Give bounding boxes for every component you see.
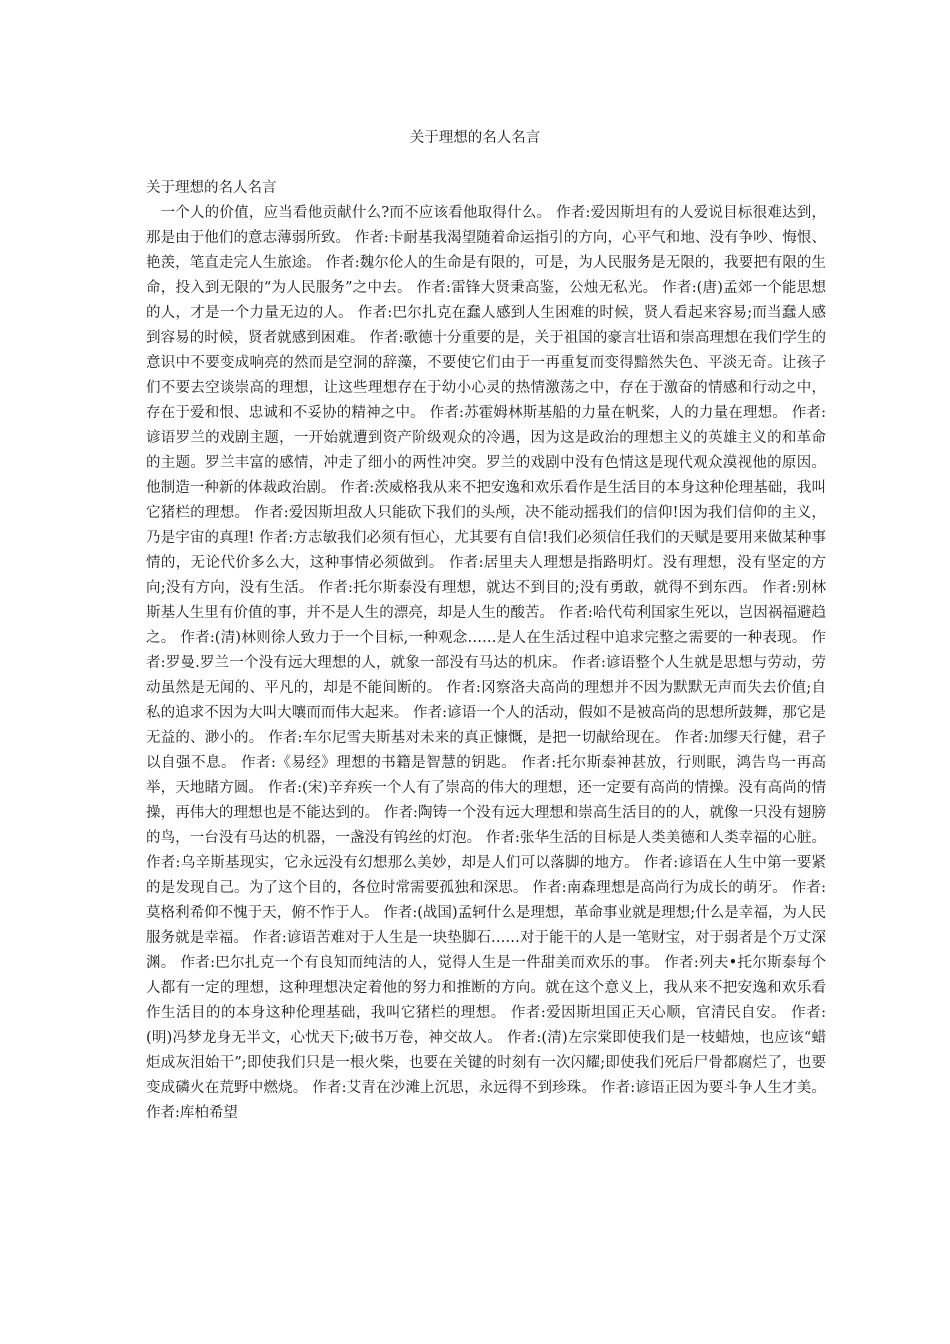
section-heading: 关于理想的名人名言 [146, 180, 277, 196]
document-title: 关于理想的名人名言 [409, 130, 541, 146]
quotes-paragraph: 一个人的价值，应当看他贡献什么?而不应该看他取得什么。 作者:爱因斯坦有的人爱说目标很难达到，那是由于他们的意志薄弱所致。 作者:卡耐基我渴望随着命运指引的方向，心平气和地、没有争吵、悔恨、艳羡，笔直走完人生旅途。 作者:魏尔伦人的生命是有限的，可是，为人民服务是无限的，我要把有限的生命，投入到无限的“为人民服务”之中去。 作者:雷锋大贤秉高鉴，公烛无私光。 作者:(唐)孟郊一个能思想的人，才是一个力量无边的人。 作者:巴尔扎克在蠢人感到人生困难的时候，贤人看起来容易;而当蠢人感到容易的时候，贤者就感到困难。 作者:歌德十分重要的是，关于祖国的豪言壮语和崇高理想在我们学生的意识中不要变成响亮的然而是空洞的辞藻，不要使它们由于一再重复而变得黯然失色、平淡无奇。让孩子们不要去空谈崇高的理想，让这些理想存在于幼小心灵的热情激荡之中，存在于激奋的情感和行动之中，存在于爱和恨、忠诚和不妥协的精神之中。 作者:苏霍姆林斯基船的力量在帆桨，人的力量在理想。 作者:谚语罗兰的戏剧主题，一开始就遭到资产阶级观众的冷遇，因为这是政治的理想主义的英雄主义的和革命的主题。罗兰丰富的感情，冲走了细小的两性冲突。罗兰的戏剧中没有色情这是现代观众漠视他的原因。他制造一种新的体裁政治剧。 作者:茨威格我从来不把安逸和欢乐看作是生活目的本身这种伦理基础，我叫它猪栏的理想。 作者:爱因斯坦敌人只能砍下我们的头颅，决不能动摇我们的信仰!因为我们信仰的主义，乃是宇宙的真理! 作者:方志敏我们必须有恒心，尤其要有自信!我们必须信任我们的天赋是要用来做某种事情的，无论代价多么大，这种事情必须做到。 作者:居里夫人理想是指路明灯。没有理想，没有坚定的方向;没有方向，没有生活。 作者:托尔斯泰没有理想，就达不到目的;没有勇敢，就得不到东西。 作者:别林斯基人生里有价值的事，并不是人生的漂亮，却是人生的酸苦。 作者:哈代苟利国家生死以，岂因祸福避趋之。 作者:(清)林则徐人致力于一个目标,一种观念……是人在生活过程中追求完整之需要的一种表现。 作者:罗曼.罗兰一个没有远大理想的人，就象一部没有马达的机床。 作者:谚语整个人生就是思想与劳动，劳动虽然是无闻的、平凡的，却是不能间断的。 作者:冈察洛夫高尚的理想并不因为默默无声而失去价值;自私的追求不因为大叫大嚷而而伟大起来。 作者:谚语一个人的活动，假如不是被高尚的思想所鼓舞，那它是无益的、渺小的。 作者:车尔尼雪夫斯基对未来的真正慷慨，是把一切献给现在。 作者:加缪天行健，君子以自强不息。 作者:《易经》理想的书籍是智慧的钥匙。 作者:托尔斯泰神甚放，行则眠，鸿告鸟一再高举，天地睹方圆。 作者:(宋)辛弃疾一个人有了崇高的伟大的理想，还一定要有高尚的情操。没有高尚的情操，再伟大的理想也是不能达到的。 作者:陶铸一个没有远大理想和崇高生活目的的人，就像一只没有翅膀的鸟，一台没有马达的机器，一盏没有钨丝的灯泡。 作者:张华生活的目标是人类美德和人类幸福的心脏。 作者:乌辛斯基现实，它永远没有幻想那么美妙，却是人们可以落脚的地方。 作者:谚语在人生中第一要紧的是发现自己。为了这个目的，各位时常需要孤独和深思。 作者:南森理想是高尚行为成长的萌牙。 作者:莫格利希仰不愧于天，俯不怍于人。 作者:(战国)孟轲什么是理想，革命事业就是理想;什么是幸福，为人民服务就是幸福。 作者:谚语苦难对于人生是一块垫脚石……对于能干的人是一笔财宝，对于弱者是个万丈深渊。 作者:巴尔扎克一个有良知而纯洁的人，觉得人生是一件甜美而欢乐的事。 作者:列夫•托尔斯泰每个人都有一定的理想，这种理想决定着他的努力和推断的方向。就在这个意义上，我从来不把安逸和欢乐看作生活目的的本身这种伦理基础，我叫它猪栏的理想。 作者:爱因斯坦国正天心顺，官清民自安。 作者:(明)冯梦龙身无半文，心忧天下;破书万卷，神交故人。 作者:(清)左宗棠即使我们是一枝蜡烛，也应该“蜡炬成灰泪始干”;即使我们只是一根火柴，也要在关键的时刻有一次闪耀;即使我们死后尸骨都腐烂了，也要变成磷火在荒野中燃烧。 作者:艾青在沙滩上沉思，永远得不到珍珠。 作者:谚语正因为要斗争人生才美。 作者:库柏希望 [146, 205, 826, 1121]
document-body [146, 176, 826, 1126]
